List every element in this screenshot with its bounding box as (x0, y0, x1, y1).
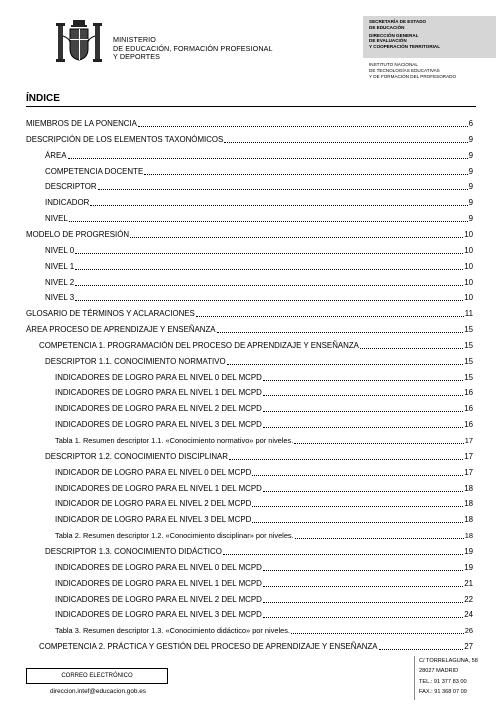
toc-entry-page: 18 (464, 499, 473, 509)
toc-entry-page: 9 (468, 166, 473, 176)
ministry-line: DE EDUCACIÓN, FORMACIÓN PROFESIONAL (113, 43, 273, 53)
toc-leader-dots (75, 269, 463, 270)
toc-entry-title: GLOSARIO DE TÉRMINOS Y ACLARACIONES (26, 309, 195, 319)
toc-entry[interactable] (45, 274, 473, 288)
toc-entry-page: 16 (464, 388, 473, 398)
address-line: 28027 MADRID (419, 668, 459, 675)
toc-leader-dots (252, 475, 463, 476)
email-address[interactable]: direccion.intef@educacion.gob.es (49, 688, 146, 695)
toc-entry[interactable] (55, 480, 473, 494)
title-divider (26, 106, 476, 107)
toc-entry[interactable] (55, 369, 473, 383)
toc-leader-dots (130, 237, 463, 238)
toc-entry[interactable] (45, 242, 473, 256)
toc-entry-title: Tabla 3. Resumen descriptor 1.3. «Conocimiento didáctico» por niveles. (55, 626, 290, 636)
toc-entry[interactable] (45, 289, 473, 303)
toc-entry-page: 21 (464, 578, 473, 588)
toc-leader-dots (217, 332, 464, 333)
toc-leader-dots (227, 364, 464, 365)
ministry-line: Y DEPORTES (113, 52, 161, 62)
toc-leader-dots (69, 221, 468, 222)
toc-entry-page: 24 (464, 610, 473, 620)
toc-entry[interactable] (26, 115, 473, 129)
instituto-line: INSTITUTO NACIONAL (369, 62, 418, 67)
toc-entry-page: 18 (464, 531, 473, 541)
toc-entry[interactable] (55, 464, 473, 478)
toc-entry-title: COMPETENCIA DOCENTE (45, 166, 144, 176)
toc-entry[interactable] (45, 147, 473, 161)
toc-entry-page: 10 (464, 277, 473, 287)
toc-entry[interactable] (39, 337, 473, 351)
toc-leader-dots (68, 158, 468, 159)
toc-entry[interactable] (55, 432, 473, 446)
coat-of-arms-icon (53, 18, 105, 68)
toc-entry-page: 22 (464, 594, 473, 604)
toc-entry-title: ÁREA (45, 150, 67, 160)
footer-divider (414, 656, 415, 700)
toc-entry-title: INDICADORES DE LOGRO PARA EL NIVEL 2 DEL MCPD (55, 594, 262, 604)
toc-entry-page: 17 (464, 451, 473, 461)
toc-leader-dots (263, 617, 463, 618)
toc-entry-title: Tabla 2. Resumen descriptor 1.2. «Conocimiento disciplinar» por niveles. (55, 531, 294, 541)
toc-entry-title: DESCRIPTOR 1.2. CONOCIMIENTO DISCIPLINAR (45, 451, 228, 461)
toc-entry[interactable] (55, 511, 473, 525)
postal-address (419, 656, 478, 698)
secretaria-line: SECRETARÍA DE ESTADO (369, 19, 427, 24)
toc-entry-page: 11 (464, 309, 473, 319)
toc-entry-page: 10 (464, 293, 473, 303)
toc-entry-page: 17 (464, 467, 473, 477)
toc-leader-dots (294, 443, 464, 444)
toc-entry-page: 9 (468, 214, 473, 224)
toc-entry[interactable] (39, 638, 473, 652)
toc-entry-page: 15 (464, 372, 473, 382)
toc-leader-dots (263, 570, 463, 571)
toc-entry-page: 27 (464, 642, 473, 652)
toc-entry-title: INDICADORES DE LOGRO PARA EL NIVEL 3 DEL MCPD (55, 610, 262, 620)
toc-entry-page: 19 (464, 562, 473, 572)
toc-entry[interactable] (26, 305, 473, 319)
toc-entry[interactable] (55, 400, 473, 414)
toc-leader-dots (75, 300, 463, 301)
secretaria-line: DE EDUCACIÓN (369, 24, 405, 30)
toc-leader-dots (295, 538, 464, 539)
toc-leader-dots (98, 189, 468, 190)
toc-entry-title: INDICADOR DE LOGRO PARA EL NIVEL 2 DEL MCPD (55, 499, 252, 509)
toc-entry-title: NIVEL 3 (45, 293, 75, 303)
toc-leader-dots (263, 411, 463, 412)
instituto-box (363, 58, 496, 86)
toc-entry-page: 16 (464, 404, 473, 414)
toc-leader-dots (379, 649, 464, 650)
toc-entry[interactable] (45, 163, 473, 177)
email-label: CORREO ELECTRÓNICO (61, 673, 133, 679)
toc-entry[interactable] (55, 527, 473, 541)
toc-entry-page: 16 (464, 420, 473, 430)
toc-entry-title: NIVEL 1 (45, 261, 75, 271)
toc-entry[interactable] (26, 131, 473, 145)
toc-leader-dots (291, 633, 464, 634)
toc-leader-dots (138, 126, 468, 127)
toc-entry-title: NIVEL 0 (45, 245, 75, 255)
toc-leader-dots (196, 316, 464, 317)
direccion-line: DE EVALUACIÓN (369, 38, 407, 44)
toc-entry[interactable] (45, 194, 473, 208)
toc-entry-title: NIVEL (45, 214, 68, 224)
toc-entry[interactable] (45, 178, 473, 192)
toc-entry-page: 9 (468, 198, 473, 208)
email-label-box (26, 668, 168, 684)
page-title: ÍNDICE (26, 93, 60, 104)
toc-entry-title: INDICADORES DE LOGRO PARA EL NIVEL 1 DEL MCPD (55, 388, 262, 398)
toc-entry[interactable] (45, 448, 473, 462)
toc-entry-title: DESCRIPTOR 1.1. CONOCIMIENTO NORMATIVO (45, 356, 226, 366)
secretaria-box (363, 16, 496, 58)
toc-entry[interactable] (55, 591, 473, 605)
toc-entry[interactable] (55, 416, 473, 430)
toc-entry-title: INDICADORES DE LOGRO PARA EL NIVEL 0 DEL MCPD (55, 562, 262, 572)
toc-entry-title: INDICADORES DE LOGRO PARA EL NIVEL 2 DEL MCPD (55, 404, 262, 414)
toc-entry-page: 9 (468, 182, 473, 192)
toc-entry-title: DESCRIPTOR 1.3. CONOCIMIENTO DIDÁCTICO (45, 546, 222, 556)
toc-entry-page: 26 (464, 626, 473, 636)
toc-leader-dots (263, 586, 463, 587)
toc-leader-dots (263, 427, 463, 428)
toc-entry[interactable] (45, 353, 473, 367)
toc-entry-title: COMPETENCIA 1. PROGRAMACIÓN DEL PROCESO DE APRENDIZAJE Y ENSEÑANZA (39, 340, 359, 350)
toc-leader-dots (252, 522, 463, 523)
toc-entry-page: 15 (464, 325, 473, 335)
toc-entry[interactable] (55, 622, 473, 636)
toc-entry-title: DESCRIPTOR (45, 182, 97, 192)
toc-entry[interactable] (45, 543, 473, 557)
instituto-line: Y DE FORMACIÓN DEL PROFESORADO (369, 73, 457, 79)
direccion-line: Y COOPERACIÓN TERRITORIAL (369, 44, 441, 50)
address-line: FAX.: 91 368 07 09 (419, 689, 467, 696)
toc-entry-page: 9 (468, 134, 473, 144)
toc-entry[interactable] (45, 258, 473, 272)
toc-entry-page: 19 (464, 546, 473, 556)
toc-leader-dots (252, 506, 463, 507)
toc-entry-page: 17 (464, 436, 473, 445)
toc-leader-dots (263, 491, 463, 492)
ministry-name (113, 36, 273, 62)
toc-entry-title: MIEMBROS DE LA PONENCIA (26, 119, 137, 128)
toc-entry-page: 10 (464, 261, 473, 271)
direccion-line: DIRECCIÓN GENERAL (369, 32, 419, 38)
toc-entry[interactable] (55, 495, 473, 509)
toc-entry-page: 10 (464, 229, 473, 239)
toc-entry-page: 18 (464, 515, 473, 525)
toc-entry[interactable] (45, 210, 473, 224)
toc-leader-dots (224, 142, 467, 143)
toc-entry[interactable] (55, 575, 473, 589)
toc-entry-title: INDICADORES DE LOGRO PARA EL NIVEL 0 DEL MCPD (55, 372, 262, 382)
toc-entry-title: MODELO DE PROGRESIÓN (26, 229, 130, 239)
toc-entry[interactable] (55, 606, 473, 620)
address-line: TEL.: 91 377 83 00 (419, 678, 467, 685)
toc-leader-dots (360, 348, 463, 349)
toc-entry-page: 9 (468, 150, 473, 160)
toc-entry-title: INDICADOR (45, 198, 90, 208)
toc-entry[interactable] (55, 384, 473, 398)
toc-entry[interactable] (55, 559, 473, 573)
toc-leader-dots (75, 253, 463, 254)
toc-entry-page: 15 (464, 340, 473, 350)
toc-entry-title: INDICADORES DE LOGRO PARA EL NIVEL 3 DEL MCPD (55, 420, 262, 430)
toc-entry-title: DESCRIPCIÓN DE LOS ELEMENTOS TAXONÓMICOS (26, 134, 224, 144)
toc-leader-dots (263, 380, 463, 381)
ministry-line: MINISTERIO (113, 35, 156, 44)
toc-entry-title: ÁREA PROCESO DE APRENDIZAJE Y ENSEÑANZA (26, 325, 216, 335)
toc-entry-title: INDICADOR DE LOGRO PARA EL NIVEL 0 DEL MCPD (55, 467, 252, 477)
toc-leader-dots (263, 602, 463, 603)
toc-leader-dots (90, 205, 467, 206)
toc-entry-title: INDICADORES DE LOGRO PARA EL NIVEL 1 DEL MCPD (55, 483, 262, 493)
document-header (0, 0, 501, 90)
toc-entry-title: INDICADOR DE LOGRO PARA EL NIVEL 3 DEL MCPD (55, 515, 252, 525)
toc-leader-dots (75, 285, 463, 286)
toc-entry-page: 6 (468, 119, 473, 128)
toc-entry-page: 15 (464, 356, 473, 366)
toc-entry-page: 10 (464, 245, 473, 255)
toc-entry-title: INDICADORES DE LOGRO PARA EL NIVEL 1 DEL MCPD (55, 578, 262, 588)
address-line: C/ TORRELAGUNA, 58 (419, 658, 478, 664)
toc-leader-dots (144, 174, 467, 175)
toc-entry-title: Tabla 1. Resumen descriptor 1.1. «Conocimiento normativo» por niveles. (55, 436, 294, 445)
toc-entry[interactable] (26, 226, 473, 240)
toc-entry-title: COMPETENCIA 2. PRÁCTICA Y GESTIÓN DEL PROCESO DE APRENDIZAJE Y ENSEÑANZA (39, 642, 378, 652)
toc-entry-page: 18 (464, 483, 473, 493)
toc-entry-title: NIVEL 2 (45, 277, 75, 287)
instituto-line: DE TECNOLOGÍAS EDUCATIVAS (369, 67, 440, 73)
toc-leader-dots (223, 554, 463, 555)
toc-entry[interactable] (26, 321, 473, 335)
toc-leader-dots (229, 459, 463, 460)
toc-leader-dots (263, 395, 463, 396)
